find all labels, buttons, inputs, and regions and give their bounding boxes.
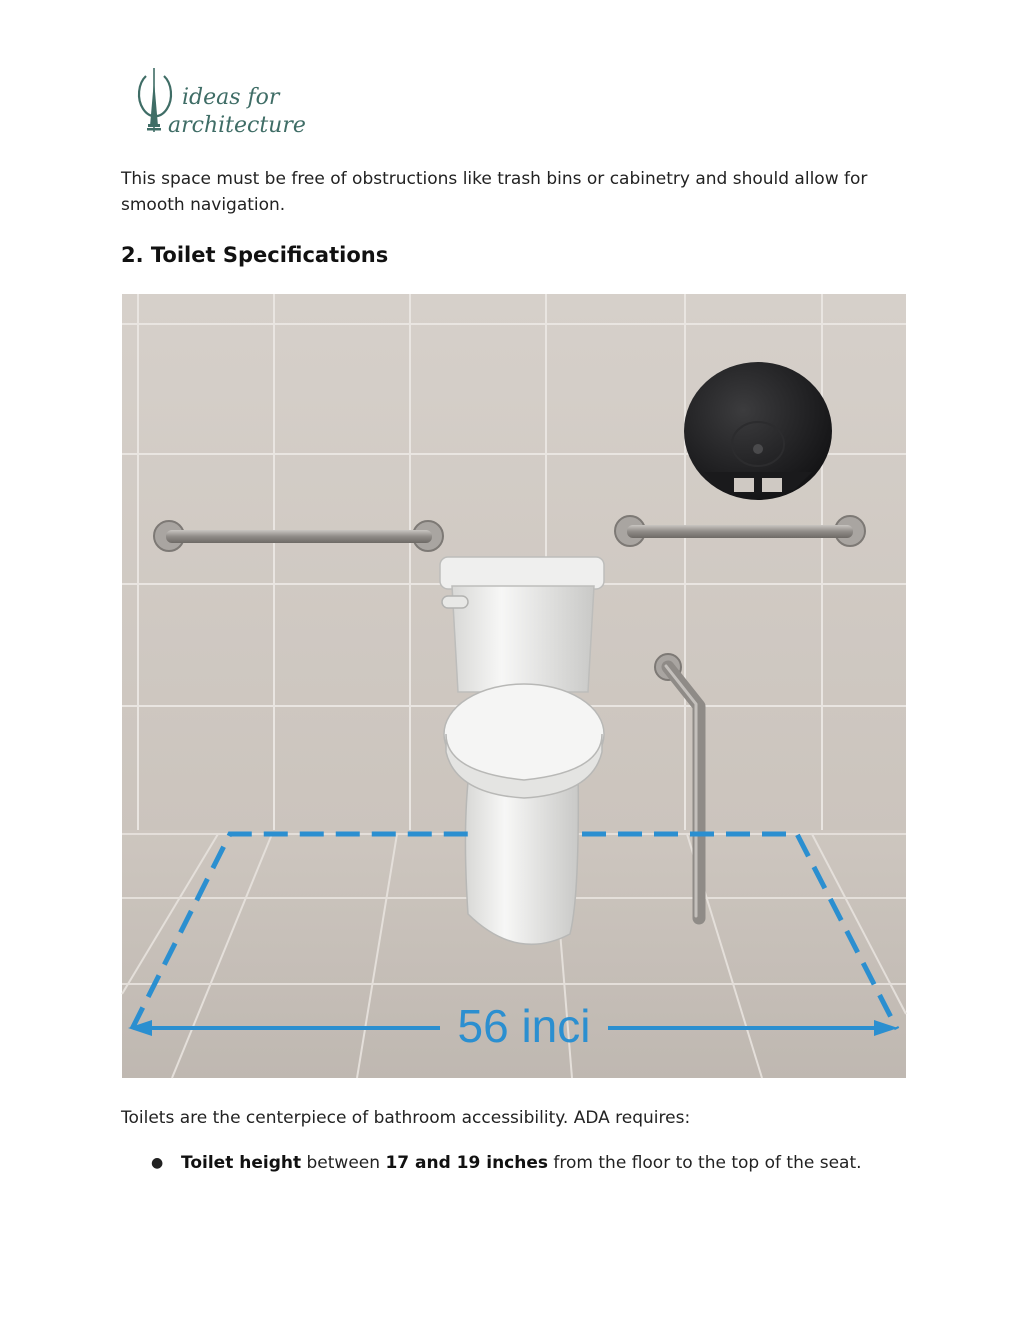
bullet-value: 17 and 19 inches [385, 1153, 549, 1173]
paper-dispenser [684, 362, 832, 500]
brand-logo [126, 66, 306, 142]
intro-paragraph: This space must be free of obstructions like trash bins or cabinetry and should allow for smooth navigation. [121, 169, 868, 215]
body-paragraph: Toilets are the centerpiece of bathroom accessibility. ADA requires: [121, 1108, 691, 1128]
list-item [121, 1150, 911, 1177]
dimension-label: 56 inci [457, 1000, 591, 1052]
section-heading: 2. Toilet Specifications [121, 243, 389, 267]
toilet-illustration [122, 294, 906, 1078]
bathroom-scene [122, 294, 906, 1078]
bullet-marker: ● [151, 1155, 164, 1171]
logo-line2: architecture [168, 113, 306, 138]
bullet-tail: from the floor to the top of the seat. [548, 1153, 862, 1173]
bullet-middle: between [301, 1153, 386, 1173]
logo-tower [150, 80, 158, 126]
requirements-list [121, 1150, 911, 1177]
logo-graphic [126, 66, 306, 142]
bullet-lead: Toilet height [181, 1153, 302, 1173]
logo-line1: ideas for [182, 85, 280, 110]
